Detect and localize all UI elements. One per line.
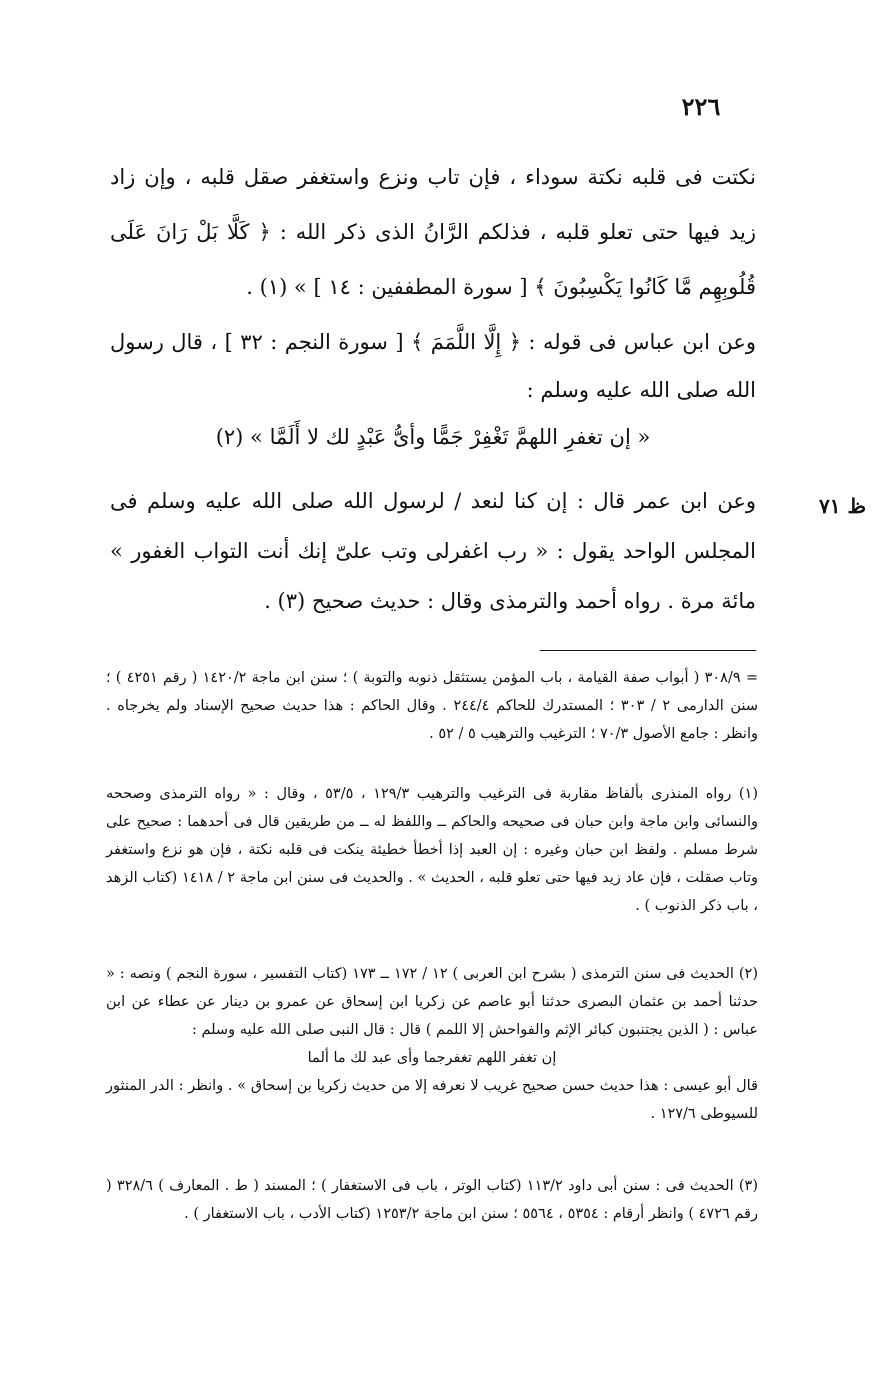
page-number: ٢٢٦ — [681, 92, 721, 121]
footnote-2-text: (٢) الحديث فى سنن الترمذى ( بشرح ابن العربى ) ١٢ / ١٧٢ ــ ١٧٣ (كتاب التفسير ، سورة النجم ) ونصه : « حدثنا أحمد بن عثمان البصرى حدثنا أبو عاصم عن زكريا ابن إسحاق عن عمرو بن دينار عن عطاء عن ابن عباس : ( الذين يجتنبون كبائر الإثم والفواحش إلا اللمم ) قال : قال النبى صلى الله عليه وسلم : — [106, 966, 758, 1038]
main-paragraph-1: نكتت فى قلبه نكتة سوداء ، فإن تاب ونزع واستغفر صقل قلبه ، وإن زاد زيد فيها حتى تعلو قلبه ، فذلكم الرَّانُ الذى ذكر الله : ﴿ كَلَّا بَلْ رَانَ عَلَى قُلُوبِهِم مَّا كَانُوا يَكْسِبُونَ ﴾ [ سورة المطففين : ١٤ ] » (١) . — [110, 165, 756, 299]
footnote-2-tail: قال أبو عيسى : هذا حديث حسن صحيح غريب لا نعرفه إلا من حديث زكريا بن إسحاق » . وانظر : الدر المنثور للسيوطى ١٢٧/٦ . — [106, 1078, 758, 1122]
footnote-1: (١) رواه المنذرى بألفاظ مقاربة فى الترغيب والترهيب ١٢٩/٣ ، ٥٣/٥ ، وقال : « رواه الترمذى وصححه والنسائى وابن ماجة وابن حبان فى صحيحه والحاكم ــ واللفظ له ــ من طريقين قال فى أحدهما : صحيح على شرط مسلم . ولفظ ابن حبان وغيره : إن العبد إذا أخطأ خطيئة ينكت فى قلبه نكتة ، فإن هو نزع واستغفر وتاب صقلت ، فإن عاد زيد فيها حتى تعلو قلبه ، الحديث » . والحديث فى سنن ابن ماجة ٢ / ١٤١٨ (كتاب الزهد ، باب ذكر الذنوب ) . — [106, 786, 758, 914]
footnote-divider — [540, 650, 756, 651]
main-text — [110, 150, 756, 628]
footnote-continuation: = ٣٠٨/٩ ( أبواب صفة القيامة ، باب المؤمن يستثقل ذنوبه والتوبة ) ؛ سنن ابن ماجة ١٤٢٠/٢ ( رقم ٤٢٥١ ) ؛ سنن الدارمى ٢ / ٣٠٣ ؛ المستدرك للحاكم ٢٤٤/٤ . وقال الحاكم : هذا حديث صحيح الإسناد ولم يخرجاه . وانظر : جامع الأصول ٧٠/٣ ؛ الترغيب والترهيب ٥ / ٥٢ . — [106, 670, 758, 742]
footnotes — [106, 664, 758, 1256]
footnote-3: (٣) الحديث فى : سنن أبى داود ١١٣/٢ (كتاب الوتر ، باب فى الاستغفار ) ؛ المسند ( ط . المعارف ) ٣٢٨/٦ ( رقم ٤٧٢٦ ) وانظر أرقام : ٥٣٥٤ ، ٥٥٦٤ ؛ سنن ابن ماجة ١٢٥٣/٢ (كتاب الأدب ، باب الاستغفار ) . — [106, 1178, 758, 1222]
main-verse: « إن تغفرِ اللهمَّ تَغْفِرْ جَمًّا وأىُّ عَبْدٍ لك لا أَلَمَّا » (٢) — [215, 425, 651, 449]
main-paragraph-3: وعن ابن عمر قال : إن كنا لنعد / لرسول الله صلى الله عليه وسلم فى المجلس الواحد يقول : « رب اغفرلى وتب علىّ إنك أنت التواب الغفور » مائة مرة . رواه أحمد والترمذى وقال : حديث صحيح (٣) . — [110, 489, 756, 613]
footnote-2-verse: إن تغفر اللهم تغفرجما وأى عبد لك ما ألما — [307, 1050, 557, 1066]
main-paragraph-2: وعن ابن عباس فى قوله : ﴿ إِلَّا اللَّمَمَ ﴾ [ سورة النجم : ٣٢ ] ، قال رسول الله صلى الله عليه وسلم : — [110, 330, 756, 402]
margin-folio-note: ظ ٧١ — [819, 494, 866, 518]
footnote-2 — [106, 960, 758, 1168]
